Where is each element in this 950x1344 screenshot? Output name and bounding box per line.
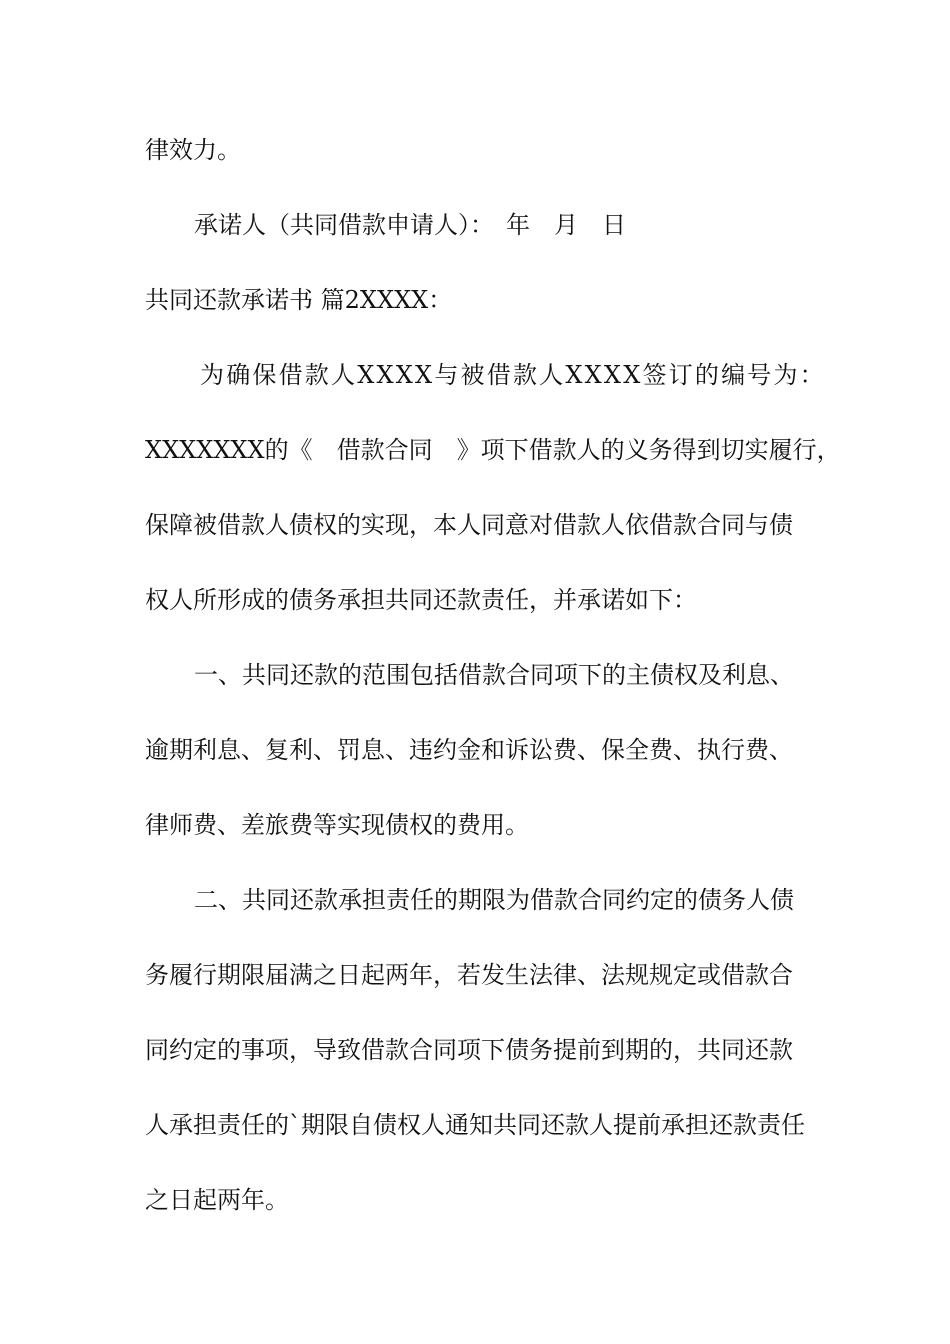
clause-two-line: 人承担责任的`期限自债权人通知共同还款人提前承担还款责任 <box>145 1111 805 1139</box>
section-heading: 共同还款承诺书 篇2XXXX： <box>145 286 453 314</box>
clause-one-line: 逾期利息、复利、罚息、违约金和诉讼费、保全费、执行费、 <box>145 736 793 764</box>
clause-two-line: 二、共同还款承担责任的期限为借款合同约定的债务人债 <box>194 886 794 914</box>
paragraph-line: XXXXXXX的《 借款合同 》项下借款人的义务得到切实履行， <box>145 436 841 464</box>
clause-one-line: 律师费、差旅费等实现债权的费用。 <box>145 811 529 839</box>
paragraph-line: 权人所形成的债务承担共同还款责任，并承诺如下： <box>145 586 697 614</box>
clause-two-line: 之日起两年。 <box>145 1186 289 1214</box>
paragraph-line: 保障被借款人债权的实现，本人同意对借款人依借款合同与债 <box>145 511 793 539</box>
signature-line: 承诺人（共同借款申请人）： 年 月 日 <box>194 211 626 239</box>
clause-two-line: 同约定的事项，导致借款合同项下债务提前到期的，共同还款 <box>145 1036 793 1064</box>
text-line: 律效力。 <box>145 136 241 164</box>
clause-two-line: 务履行期限届满之日起两年，若发生法律、法规规定或借款合 <box>145 961 793 989</box>
paragraph-line: 为确保借款人XXXX与被借款人XXXX签订的编号为： <box>200 361 826 389</box>
clause-one-line: 一、共同还款的范围包括借款合同项下的主债权及利息、 <box>194 661 794 689</box>
